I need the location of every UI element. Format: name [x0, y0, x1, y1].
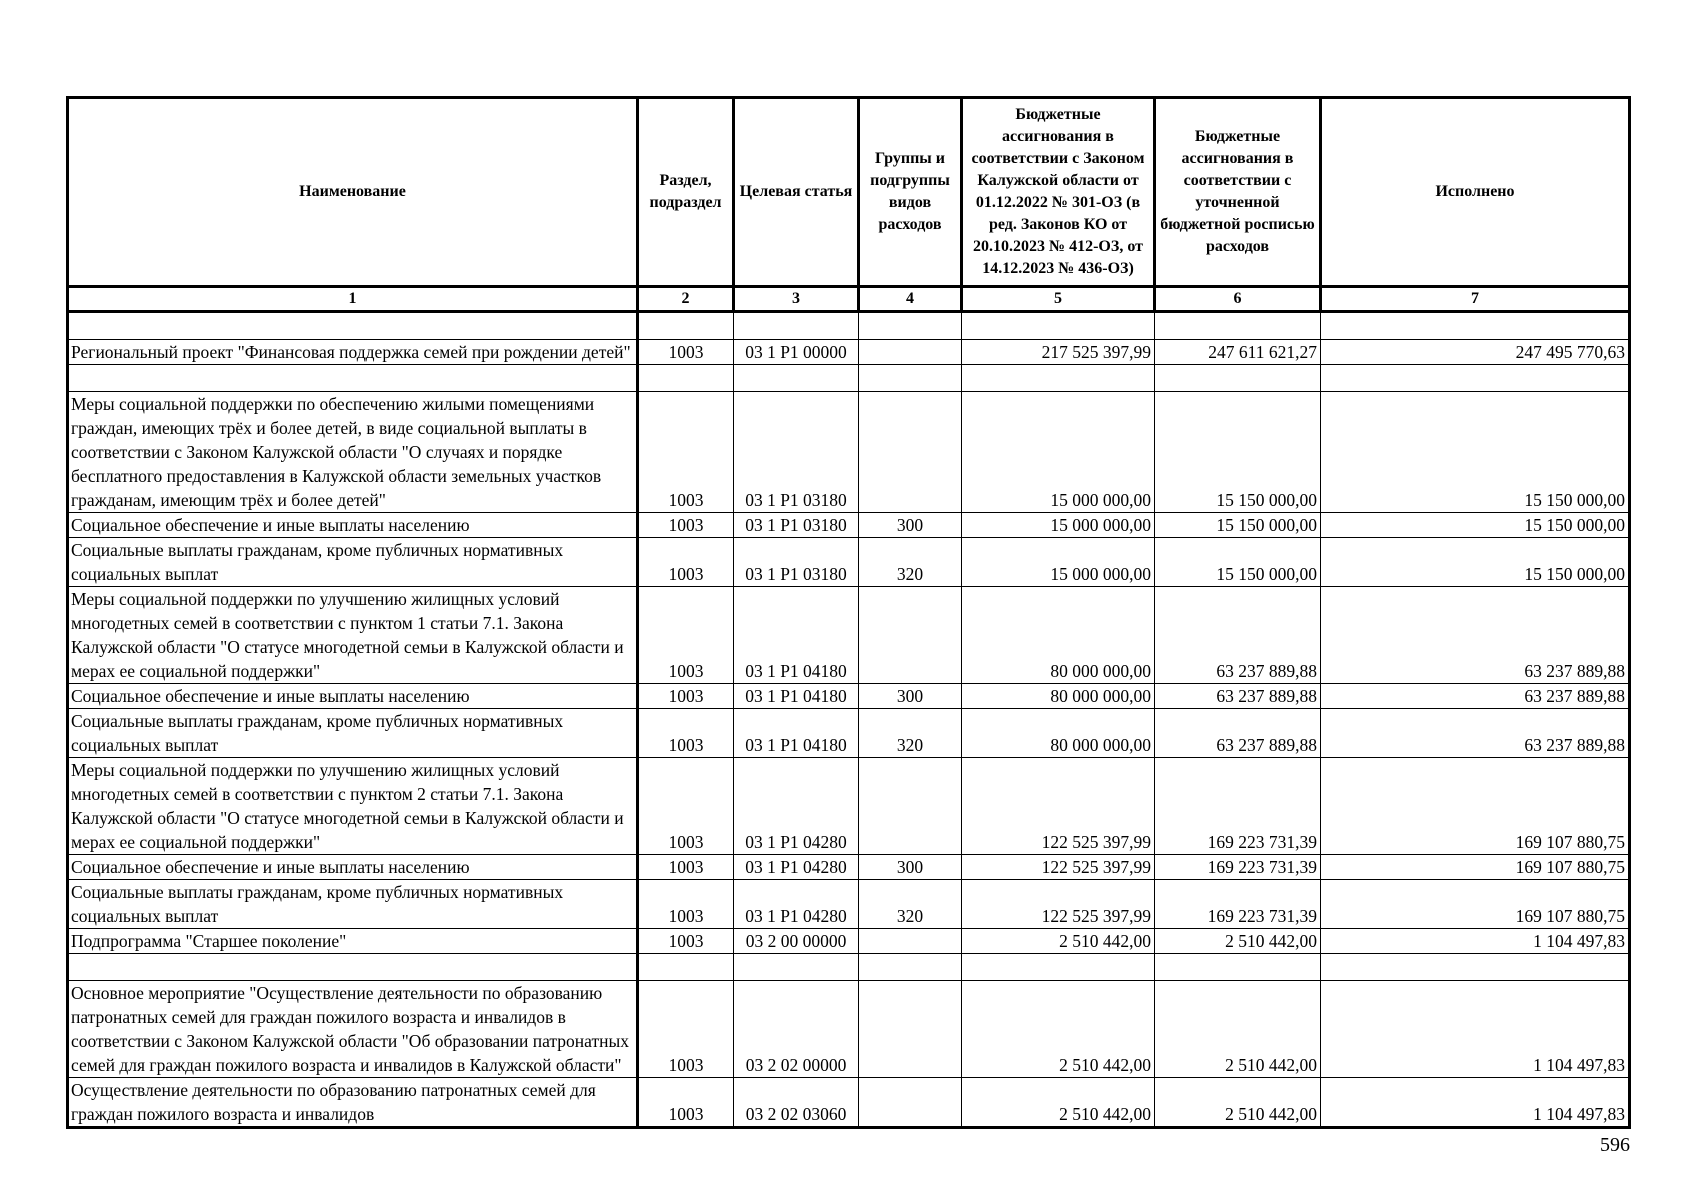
row-name: Меры социальной поддержки по обеспечению жилыми помещениями граждан, имеющих трёх и более детей, в виде социальной выплаты в соответствии с Законом Калужской области "О случаях и порядке бесплатного предоставления в Калужской области земельных участков гражданам, имеющим трёх и более детей": [68, 392, 638, 513]
row-executed-amount: 63 237 889,88: [1321, 587, 1630, 684]
row-section: 1003: [638, 340, 734, 365]
row-group: 300: [859, 684, 962, 709]
row-executed-amount: 169 107 880,75: [1321, 880, 1630, 929]
table-row: [68, 340, 1630, 365]
row-executed-amount: 15 150 000,00: [1321, 392, 1630, 513]
table-header-row: [68, 98, 1630, 287]
row-plan-amount: 169 223 731,39: [1155, 880, 1321, 929]
row-plan-amount: 63 237 889,88: [1155, 587, 1321, 684]
row-group: [859, 1078, 962, 1128]
row-plan-amount: 15 150 000,00: [1155, 538, 1321, 587]
row-plan-amount: 2 510 442,00: [1155, 929, 1321, 954]
row-article: 03 1 P1 04280: [734, 880, 859, 929]
page-number: 596: [1600, 1134, 1630, 1156]
header-executed: Исполнено: [1321, 98, 1630, 287]
row-article: 03 1 P1 04180: [734, 709, 859, 758]
table-row: [68, 1078, 1630, 1128]
row-plan-amount: 63 237 889,88: [1155, 684, 1321, 709]
row-executed-amount: 247 495 770,63: [1321, 340, 1630, 365]
row-article: 03 2 02 03060: [734, 1078, 859, 1128]
column-number: 2: [638, 287, 734, 312]
row-plan-amount: 15 150 000,00: [1155, 392, 1321, 513]
table-row: [68, 538, 1630, 587]
row-name: Социальное обеспечение и иные выплаты населению: [68, 513, 638, 538]
row-group: [859, 758, 962, 855]
row-section: 1003: [638, 709, 734, 758]
column-number: 5: [962, 287, 1155, 312]
row-section: 1003: [638, 538, 734, 587]
table-row: [68, 758, 1630, 855]
row-law-amount: 15 000 000,00: [962, 538, 1155, 587]
row-name: Социальные выплаты гражданам, кроме публичных нормативных социальных выплат: [68, 538, 638, 587]
row-name: Социальное обеспечение и иные выплаты населению: [68, 684, 638, 709]
row-name: Осуществление деятельности по образованию патронатных семей для граждан пожилого возраста и инвалидов: [68, 1078, 638, 1128]
table-row: [68, 981, 1630, 1078]
row-law-amount: 122 525 397,99: [962, 758, 1155, 855]
row-law-amount: 80 000 000,00: [962, 587, 1155, 684]
row-section: 1003: [638, 880, 734, 929]
row-name: Социальное обеспечение и иные выплаты населению: [68, 855, 638, 880]
row-name: Региональный проект "Финансовая поддержка семей при рождении детей": [68, 340, 638, 365]
row-executed-amount: 1 104 497,83: [1321, 981, 1630, 1078]
row-plan-amount: 169 223 731,39: [1155, 758, 1321, 855]
table-row: [68, 513, 1630, 538]
row-name: Меры социальной поддержки по улучшению жилищных условий многодетных семей в соответствии с пунктом 1 статьи 7.1. Закона Калужской области "О статусе многодетной семьи в Калужской области и мерах ее социальной поддержки": [68, 587, 638, 684]
column-number-row: [68, 287, 1630, 312]
row-law-amount: 122 525 397,99: [962, 855, 1155, 880]
row-article: 03 1 P1 04180: [734, 684, 859, 709]
row-law-amount: 122 525 397,99: [962, 880, 1155, 929]
row-article: 03 1 P1 04280: [734, 855, 859, 880]
row-section: 1003: [638, 981, 734, 1078]
row-section: 1003: [638, 758, 734, 855]
row-law-amount: 2 510 442,00: [962, 1078, 1155, 1128]
header-plan-allocations: Бюджетные ассигнования в соответствии с уточненной бюджетной росписью расходов: [1155, 98, 1321, 287]
row-executed-amount: 169 107 880,75: [1321, 855, 1630, 880]
row-group: [859, 392, 962, 513]
row-name: Социальные выплаты гражданам, кроме публичных нормативных социальных выплат: [68, 880, 638, 929]
row-law-amount: 80 000 000,00: [962, 709, 1155, 758]
table-row: [68, 880, 1630, 929]
row-article: 03 1 P1 04180: [734, 587, 859, 684]
column-number: 1: [68, 287, 638, 312]
row-law-amount: 15 000 000,00: [962, 513, 1155, 538]
spacer-row: [68, 954, 1630, 981]
table-row: [68, 684, 1630, 709]
row-law-amount: 15 000 000,00: [962, 392, 1155, 513]
row-name: Подпрограмма "Старшее поколение": [68, 929, 638, 954]
spacer-row: [68, 312, 1630, 340]
row-law-amount: 2 510 442,00: [962, 981, 1155, 1078]
row-group: 320: [859, 709, 962, 758]
row-article: 03 2 00 00000: [734, 929, 859, 954]
row-executed-amount: 169 107 880,75: [1321, 758, 1630, 855]
row-name: Основное мероприятие "Осуществление деятельности по образованию патронатных семей для граждан пожилого возраста и инвалидов в соответствии с Законом Калужской области "Об образовании патронатных семей для граждан пожилого возраста и инвалидов в Калужской области": [68, 981, 638, 1078]
row-executed-amount: 1 104 497,83: [1321, 1078, 1630, 1128]
column-number: 3: [734, 287, 859, 312]
column-number: 7: [1321, 287, 1630, 312]
header-target-article: Целевая статья: [734, 98, 859, 287]
header-name: Наименование: [68, 98, 638, 287]
row-article: 03 1 P1 00000: [734, 340, 859, 365]
spacer-row: [68, 365, 1630, 392]
row-group: [859, 340, 962, 365]
row-plan-amount: 2 510 442,00: [1155, 981, 1321, 1078]
row-executed-amount: 15 150 000,00: [1321, 513, 1630, 538]
header-expense-groups: Группы и подгруппы видов расходов: [859, 98, 962, 287]
row-section: 1003: [638, 684, 734, 709]
row-group: [859, 587, 962, 684]
table-row: [68, 855, 1630, 880]
row-section: 1003: [638, 1078, 734, 1128]
header-law-allocations: Бюджетные ассигнования в соответствии с Законом Калужской области от 01.12.2022 № 301-ОЗ (в ред. Законов КО от 20.10.2023 № 412-ОЗ, от 14.12.2023 № 436-ОЗ): [962, 98, 1155, 287]
row-group: 300: [859, 513, 962, 538]
row-executed-amount: 63 237 889,88: [1321, 709, 1630, 758]
row-article: 03 1 P1 04280: [734, 758, 859, 855]
row-name: Меры социальной поддержки по улучшению жилищных условий многодетных семей в соответствии с пунктом 2 статьи 7.1. Закона Калужской области "О статусе многодетной семьи в Калужской области и мерах ее социальной поддержки": [68, 758, 638, 855]
row-article: 03 1 P1 03180: [734, 538, 859, 587]
row-article: 03 2 02 00000: [734, 981, 859, 1078]
row-group: 320: [859, 880, 962, 929]
row-group: [859, 981, 962, 1078]
table-row: [68, 587, 1630, 684]
row-section: 1003: [638, 513, 734, 538]
row-law-amount: 217 525 397,99: [962, 340, 1155, 365]
row-group: [859, 929, 962, 954]
row-plan-amount: 2 510 442,00: [1155, 1078, 1321, 1128]
row-plan-amount: 15 150 000,00: [1155, 513, 1321, 538]
row-section: 1003: [638, 929, 734, 954]
column-number: 6: [1155, 287, 1321, 312]
row-plan-amount: 169 223 731,39: [1155, 855, 1321, 880]
table-row: [68, 929, 1630, 954]
row-group: 300: [859, 855, 962, 880]
row-executed-amount: 63 237 889,88: [1321, 684, 1630, 709]
row-section: 1003: [638, 587, 734, 684]
row-article: 03 1 P1 03180: [734, 513, 859, 538]
table-row: [68, 392, 1630, 513]
row-section: 1003: [638, 392, 734, 513]
row-executed-amount: 15 150 000,00: [1321, 538, 1630, 587]
budget-table: [66, 96, 1631, 1129]
row-plan-amount: 247 611 621,27: [1155, 340, 1321, 365]
row-law-amount: 80 000 000,00: [962, 684, 1155, 709]
row-law-amount: 2 510 442,00: [962, 929, 1155, 954]
row-executed-amount: 1 104 497,83: [1321, 929, 1630, 954]
table-row: [68, 709, 1630, 758]
row-name: Социальные выплаты гражданам, кроме публичных нормативных социальных выплат: [68, 709, 638, 758]
row-section: 1003: [638, 855, 734, 880]
row-article: 03 1 P1 03180: [734, 392, 859, 513]
column-number: 4: [859, 287, 962, 312]
row-plan-amount: 63 237 889,88: [1155, 709, 1321, 758]
row-group: 320: [859, 538, 962, 587]
header-section: Раздел, подраздел: [638, 98, 734, 287]
